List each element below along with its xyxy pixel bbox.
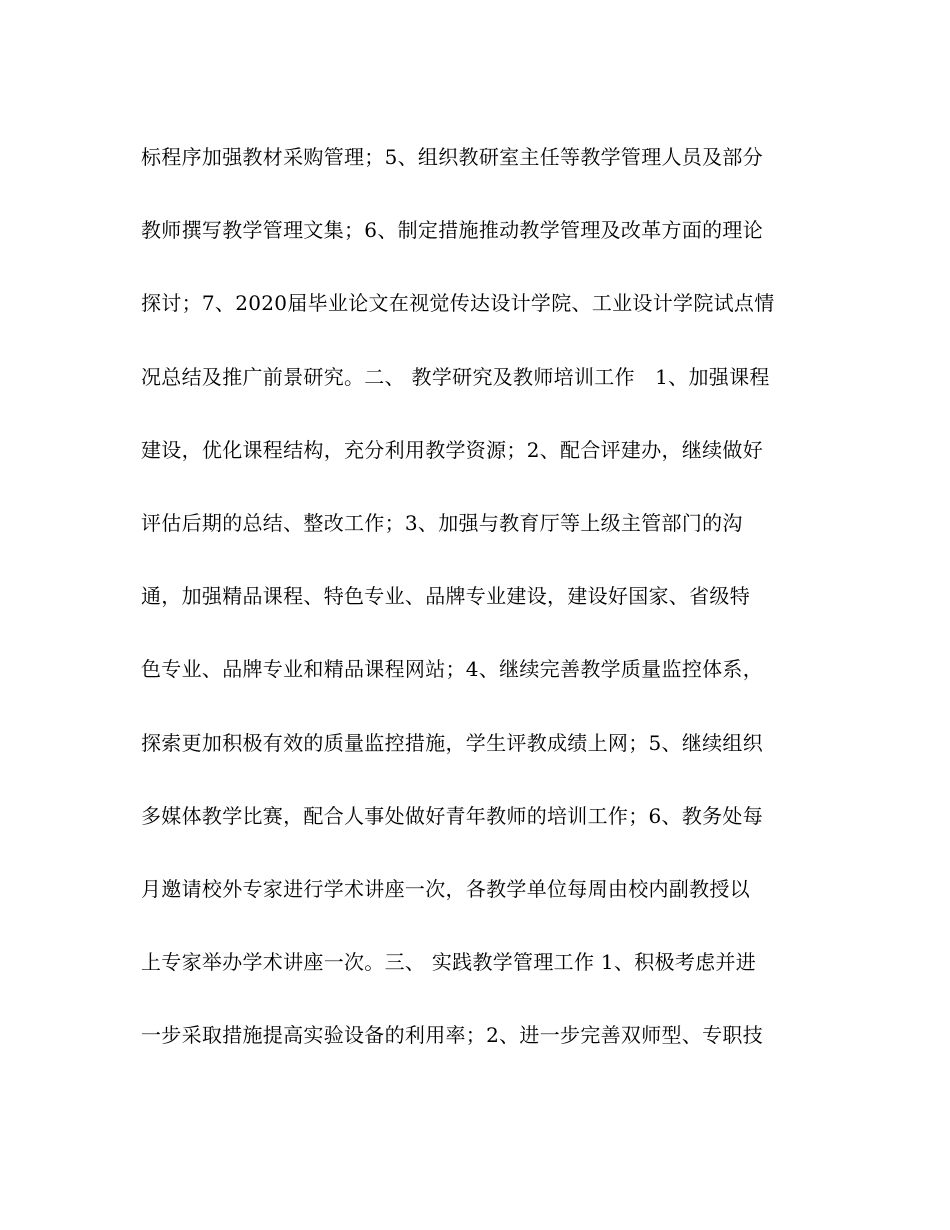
text-line: 上专家举办学术讲座一次。三、 实践教学管理工作 1、积极考虑并进 bbox=[141, 950, 757, 975]
text-line: 多媒体教学比赛，配合人事处做好青年教师的培训工作；6、教务处每 bbox=[141, 803, 764, 828]
text-line: 探讨；7、2020届毕业论文在视觉传达设计学院、工业设计学院试点情 bbox=[141, 291, 775, 316]
text-line: 色专业、品牌专业和精品课程网站；4、继续完善教学质量监控体系， bbox=[141, 657, 764, 682]
text-line: 月邀请校外专家进行学术讲座一次，各教学单位每周由校内副教授以 bbox=[141, 876, 750, 901]
text-line: 一步采取措施提高实验设备的利用率；2、进一步完善双师型、专职技 bbox=[141, 1023, 764, 1048]
text-line: 建设，优化课程结构，充分利用教学资源；2、配合评建办，继续做好 bbox=[141, 437, 764, 462]
body-text bbox=[141, 137, 821, 1088]
text-line: 评估后期的总结、整改工作；3、加强与教育厅等上级主管部门的沟 bbox=[141, 510, 743, 535]
text-line: 探索更加积极有效的质量监控措施，学生评教成绩上网；5、继续组织 bbox=[141, 730, 764, 755]
text-line: 况总结及推广前景研究。二、 教学研究及教师培训工作 1、加强课程 bbox=[141, 364, 770, 389]
text-line: 通，加强精品课程、特色专业、品牌专业建设，建设好国家、省级特 bbox=[141, 584, 750, 609]
text-line: 教师撰写教学管理文集；6、制定措施推动教学管理及改革方面的理论 bbox=[141, 218, 764, 243]
text-line: 标程序加强教材采购管理；5、组织教研室主任等教学管理人员及部分 bbox=[141, 145, 764, 169]
